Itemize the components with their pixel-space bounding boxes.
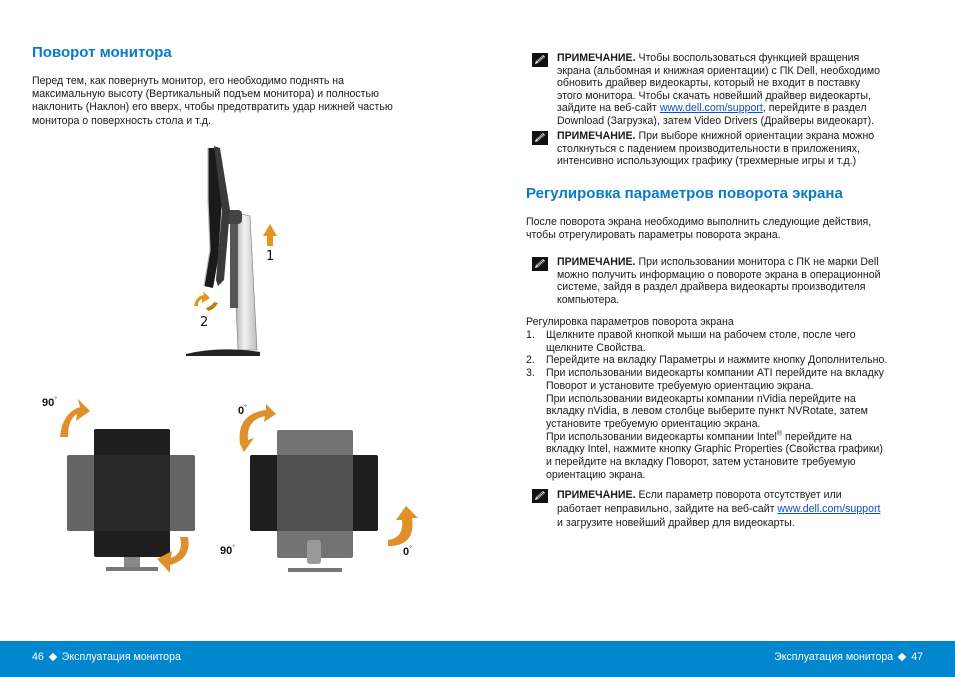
note-text: Download (Загрузка), затем Video Drivers (Драйверы видеокарт).: [557, 114, 875, 127]
angle-label: 90°: [42, 396, 58, 409]
intro-paragraph: [32, 75, 393, 128]
step-1-label: 1: [266, 249, 275, 264]
step-text: При использовании видеокарты компании ATI перейдите на вкладку: [546, 367, 884, 380]
note-text: системе, зайдя в раздел драйвера видеокарты производителя: [557, 281, 866, 294]
step-text: вкладку nVidia, в левом столбце выберите пункт NVRotate, затем: [546, 405, 868, 418]
footer-bar: [0, 641, 955, 677]
note-text: При использовании монитора с ПК не марки Dell: [635, 256, 879, 268]
note-text: можно получить информацию о повороте экрана в операционной: [557, 268, 881, 281]
angle-label: 90°: [220, 544, 236, 557]
stand-neck: [307, 540, 321, 564]
pencil-note-icon: [532, 53, 548, 67]
note-text: , перейдите в раздел: [762, 102, 867, 115]
note-text: интенсивно использующих графику (трехмерные игры и т.д.): [557, 155, 857, 168]
note-text: и загрузите новейший драйвер для видеокарты.: [557, 517, 795, 529]
intro-line: Перед тем, как повернуть монитор, его необходимо поднять на: [32, 75, 345, 87]
section-intro-line: После поворота экрана необходимо выполнить следующие действия,: [526, 216, 872, 228]
steps-list: [526, 329, 887, 481]
dell-support-link[interactable]: www.dell.com/support: [777, 503, 881, 515]
pencil-note-icon: [532, 257, 548, 271]
steps-heading: Регулировка параметров поворота экрана: [526, 316, 734, 328]
dell-support-link[interactable]: www.dell.com/support: [659, 102, 763, 115]
stand-base: [106, 567, 158, 571]
section-intro-line: чтобы отрегулировать параметры поворота экрана.: [526, 229, 781, 242]
note-label: ПРИМЕЧАНИЕ.: [557, 256, 636, 268]
note-label: ПРИМЕЧАНИЕ.: [557, 489, 636, 501]
rotate-landscape-illustration: [230, 400, 430, 578]
step-text: Щелкните правой кнопкой мыши на рабочем столе, после чего: [546, 329, 856, 341]
step-text: При использовании видеокарты компании nVidia перейдите на: [546, 392, 856, 405]
note-label: ПРИМЕЧАНИЕ.: [557, 52, 636, 64]
step-number: 3.: [526, 367, 535, 380]
rotate-portrait-illustration: [60, 395, 210, 575]
intro-line: максимальную высоту (Вертикальный подъем монитора) и полностью: [32, 88, 379, 101]
diamond-icon: [49, 653, 57, 661]
monitor-side-view-illustration: [180, 140, 290, 360]
footer-right: [774, 651, 923, 664]
footer-section-title: Эксплуатация монитора: [774, 651, 894, 663]
diamond-icon: [898, 653, 906, 661]
stand-back: [230, 216, 238, 308]
tilt-arrow-tail: [206, 302, 218, 311]
footer-left: [32, 651, 181, 664]
step-item: [526, 367, 887, 481]
registered-mark: ®: [776, 430, 783, 438]
note-text: экрана (альбомная и книжная ориентации) с ПК Dell, необходимо: [557, 64, 881, 77]
step-text: ориентацию экрана.: [546, 468, 646, 481]
note-label: ПРИМЕЧАНИЕ.: [557, 130, 636, 142]
note-text: столкнуться с падением производительности в приложениях,: [557, 142, 861, 155]
step-text: Поворот и установите требуемую ориентацию экрана.: [546, 379, 814, 392]
stand-base: [186, 349, 260, 356]
tilt-arrow-icon: [194, 291, 210, 306]
note-non-dell-pc: [532, 256, 881, 306]
step-text: При использовании видеокарты компании Intel: [546, 430, 777, 443]
angle-label: 0°: [238, 404, 247, 417]
note-text: обновить драйвер видеокарты, который не входит в поставку: [557, 77, 861, 90]
page-number: 47: [911, 651, 923, 663]
note-text: этого монитора. Чтобы скачать новейший драйвер видеокарты,: [557, 89, 871, 102]
pencil-note-icon: [532, 489, 548, 503]
step-text: установите требуемую ориентацию экрана.: [546, 417, 761, 430]
section-intro: [526, 216, 871, 242]
stand-neck: [124, 557, 140, 567]
note-text: Если параметр поворота отсутствует или: [635, 489, 842, 501]
note-text: работает неправильно, зайдите на веб-сайт: [557, 503, 778, 515]
step-text: перейдите на: [782, 430, 852, 443]
rotate-arrow-icon: [388, 506, 418, 546]
note-text: Чтобы воспользоваться функцией вращения: [635, 52, 860, 64]
stand-base: [288, 568, 342, 572]
rotate-arrow-icon: [60, 399, 90, 437]
step-text-intel: [546, 431, 884, 444]
step-2-label: 2: [200, 315, 209, 330]
note-text: При выборе книжной ориентации экрана можно: [635, 130, 875, 142]
intro-line: наклонить (Наклон) его вверх, чтобы предотвратить удар нижней частью: [32, 101, 393, 114]
note-text: зайдите на веб-сайт: [557, 102, 660, 115]
note-portrait-performance: [532, 130, 874, 168]
page-number: 46: [32, 651, 44, 663]
page-title-rotate-monitor: Поворот монитора: [32, 44, 172, 61]
step-text: щелкните Свойства.: [546, 341, 646, 354]
step-text: вкладку Intel, нажмите кнопку Graphic Properties (Свойства графики): [546, 443, 883, 456]
portrait-ghost-monitor: [277, 430, 353, 558]
step-text: Перейдите на вкладку Параметры и нажмите кнопку Дополнительно.: [546, 354, 888, 367]
note-rotation-missing: [532, 488, 880, 530]
pencil-note-icon: [532, 131, 548, 145]
step-number: 2.: [526, 354, 535, 367]
step-text: и перейдите на вкладку Поворот, затем установите требуемую: [546, 456, 856, 469]
up-arrow-icon: [263, 224, 277, 246]
note-rotation-driver: [532, 52, 880, 128]
step-item: [526, 329, 887, 354]
note-text: компьютера.: [557, 293, 620, 306]
intro-line: монитора о поверхность стола и т.д.: [32, 114, 211, 127]
step-item: [526, 354, 887, 367]
step-number: 1.: [526, 329, 535, 341]
angle-label: 0°: [403, 545, 412, 558]
footer-section-title: Эксплуатация монитора: [61, 651, 181, 663]
section-title-rotation-settings: Регулировка параметров поворота экрана: [526, 185, 843, 202]
